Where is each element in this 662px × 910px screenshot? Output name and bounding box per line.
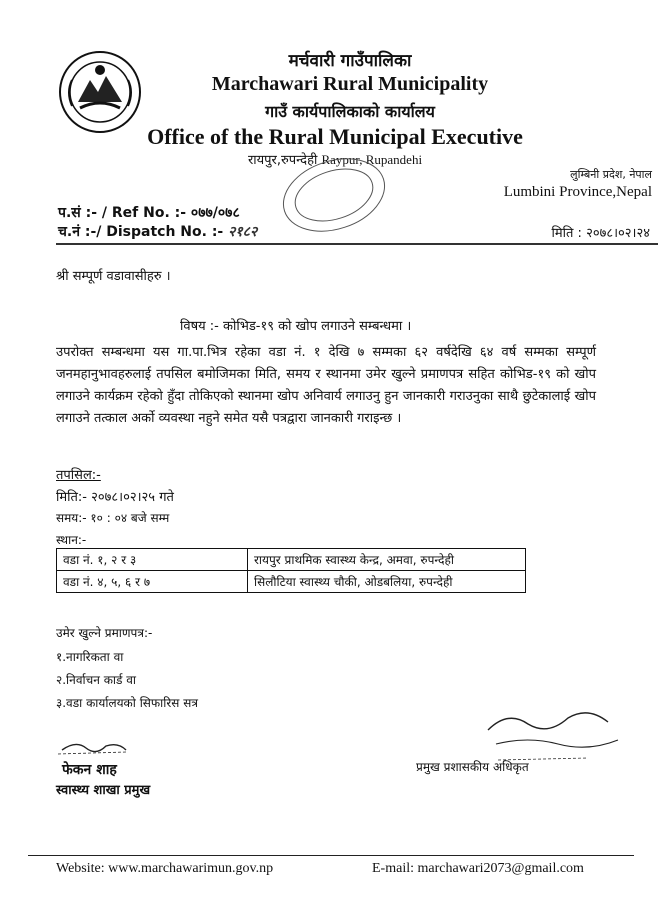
office-name-en: Office of the Rural Municipal Executive	[147, 124, 523, 149]
vaccination-locations-table	[56, 548, 526, 593]
cao-title: प्रमुख प्रशासकीय अधिकृत	[416, 760, 529, 774]
municipality-emblem-logo	[58, 50, 142, 134]
header-divider	[56, 243, 658, 245]
subject-line: विषय :- कोभिड-१९ को खोप लगाउने सम्बन्धमा ।	[180, 319, 412, 334]
schedule-title: तपसिल:-	[56, 468, 101, 483]
municipality-name-en: Marchawari Rural Municipality	[211, 73, 489, 95]
footer-divider	[28, 855, 634, 856]
address-np: रायपुर,रुपन्देही	[247, 153, 318, 168]
letter-date: मिति : २०७८।०२।२४	[551, 226, 650, 241]
email-link[interactable]: E-mail: marchawari2073@gmail.com	[372, 861, 584, 876]
schedule-date: मिति:- २०७८।०२।२५ गते	[56, 490, 174, 505]
health-chief-title: स्वास्थ्य शाखा प्रमुख	[56, 783, 151, 798]
ward-cell: वडा नं. ४, ५, ६ र ७	[57, 571, 248, 593]
address-en: Raypur, Rupandehi	[321, 152, 423, 167]
dispatch-number	[58, 222, 257, 241]
letter-body: उपरोक्त सम्बन्धमा यस गा.पा.भित्र रहेका वडा नं. १ देखि ७ सम्मका ६२ वर्षदेखि ६४ वर्ष सम्मका सम्पूर्ण जनमहानुभावहरुलाई तपसिल बमोजिमका मिति, समय र स्थानमा उमेर खुल्ने प्रमाणपत्र सहित कोभिड-१९ को खोप लगाउने कार्यक्रम रहेको हुँदा तोकिएको स्थानमा खोप अनिवार्य लगाउनु हुन जानकारी गराउनुका साथै छुटेकालाई खोप लगाउने तत्काल अर्को व्यवस्था नहुने समेत यसै पत्रद्वारा जानकारी गराइन्छ ।	[56, 345, 596, 426]
location-cell: रायपुर प्राथमिक स्वास्थ्य केन्द्र, अमवा, रुपन्देही	[248, 549, 526, 571]
table-row	[57, 549, 526, 571]
document-item: १.नागरिकता वा	[56, 650, 124, 664]
reference-number: प.सं :- / Ref No. :- ०७७/०७८	[58, 205, 240, 221]
schedule-place-label: स्थान:-	[56, 533, 87, 547]
office-stamp	[274, 150, 394, 240]
province-en: Lumbini Province,Nepal	[503, 184, 652, 200]
cao-signature	[478, 700, 628, 790]
table-row	[57, 571, 526, 593]
recipient: श्री सम्पूर्ण वडावासीहरु ।	[56, 269, 171, 284]
document-item: २.निर्वाचन कार्ड वा	[56, 673, 137, 687]
schedule-time: समय:- १० : ०४ बजे सम्म	[56, 511, 170, 525]
document-item: ३.वडा कार्यालयको सिफारिस सत्र	[56, 696, 198, 710]
province-np: लुम्बिनी प्रदेश, नेपाल	[570, 168, 652, 181]
dispatch-value: २१८२	[228, 224, 258, 240]
ward-cell: वडा नं. १, २ र ३	[57, 549, 248, 571]
documents-title: उमेर खुल्ने प्रमाणपत्र:-	[56, 626, 153, 640]
office-name-np: गाउँ कार्यपालिकाको कार्यालय	[265, 102, 435, 121]
health-chief-name: फेकन शाह	[62, 762, 117, 778]
dispatch-label: च.नं :-/ Dispatch No. :-	[58, 224, 224, 240]
website-link[interactable]: Website: www.marchawarimun.gov.np	[56, 861, 274, 876]
location-cell: सिलौटिया स्वास्थ्य चौकी, ओडबलिया, रुपन्देही	[248, 571, 526, 593]
municipality-name-np: मर्चवारी गाउँपालिका	[288, 51, 412, 71]
